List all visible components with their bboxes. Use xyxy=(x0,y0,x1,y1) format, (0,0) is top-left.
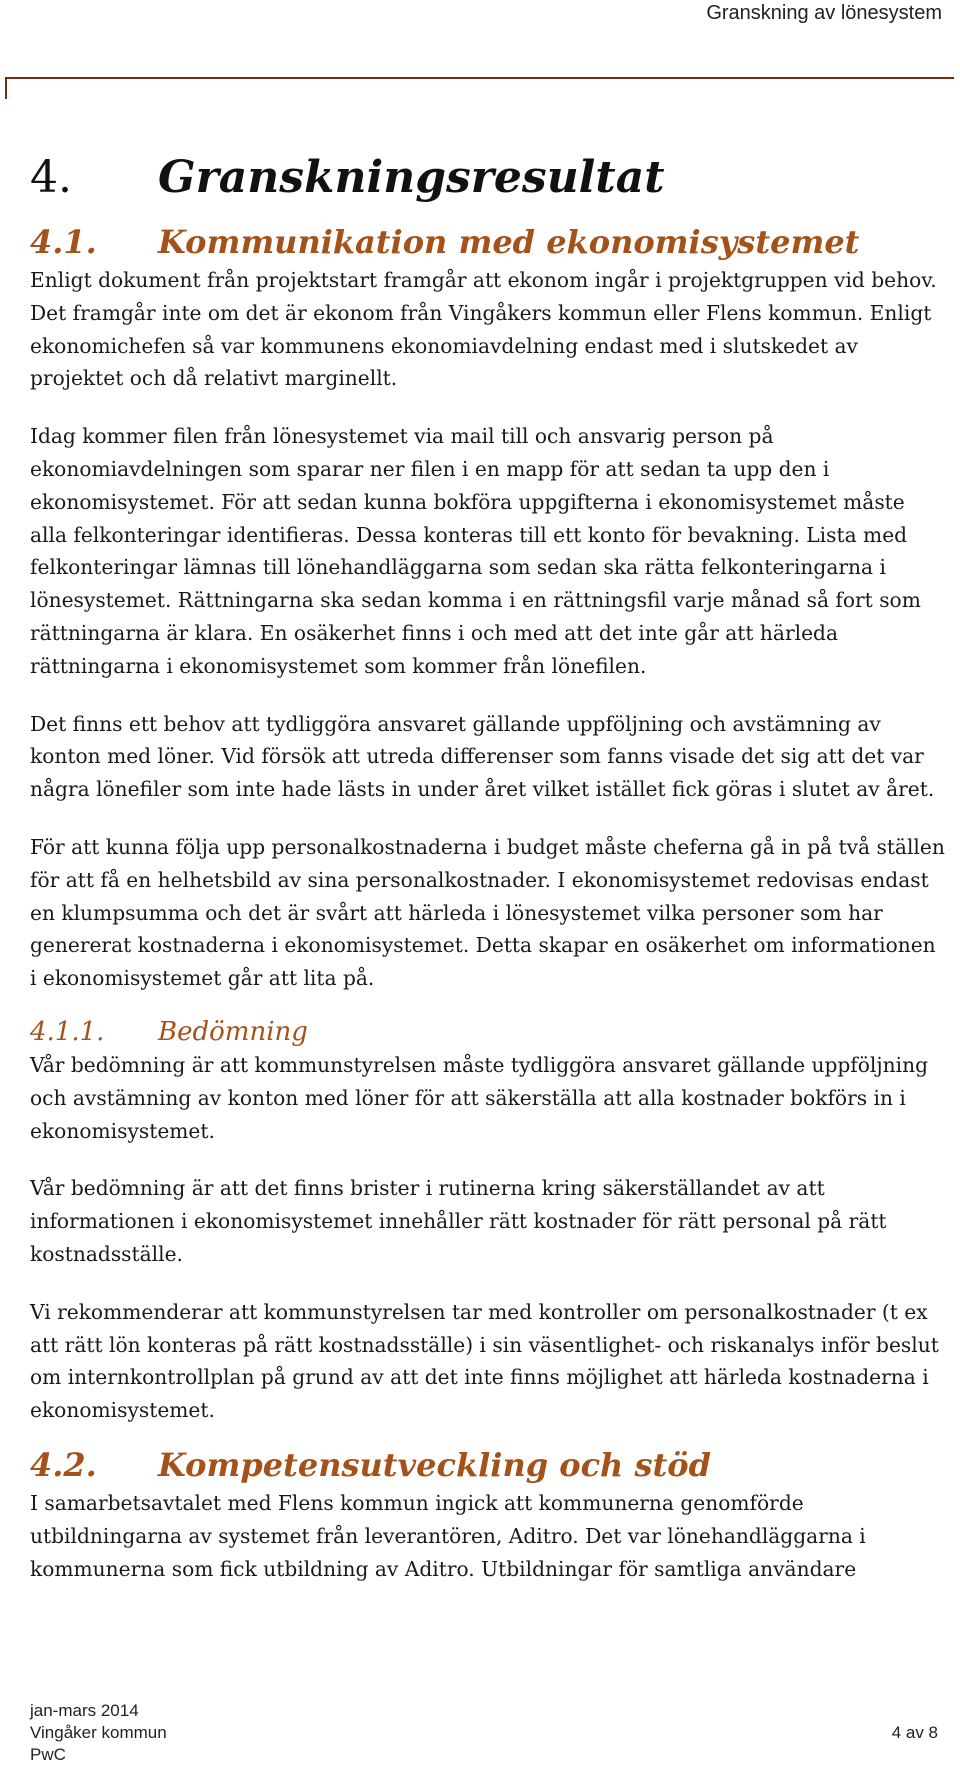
footer-date: jan-mars 2014 xyxy=(30,1701,139,1720)
paragraph: Enligt dokument från projektstart framgår att ekonom ingår i projektgruppen vid behov. Det framgår inte om det är ekonom från Vingåkers kommun eller Flens kommun. Enligt ekonomichefen så var kommunens ekonomiavdelning endast med i slutskedet av projektet och då relativt marginellt. xyxy=(30,268,937,391)
paragraph: Vi rekommenderar att kommunstyrelsen tar med kontroller om personalkostnader (t ex att rätt lön konteras på rätt kostnadsställe) i sin väsentlighet- och riskanalys inför beslut om internkontrollplan på grund av att det inte finns möjlighet att härleda kostnaderna i ekonomisystemet. xyxy=(30,1299,939,1423)
subsection-title: Kompetensutveckling och stöd xyxy=(158,1445,711,1484)
subsubsection-heading-4-1-1 xyxy=(30,1015,945,1049)
document-body xyxy=(30,148,945,1585)
paragraph: För att kunna följa upp personalkostnaderna i budget måste cheferna gå in på två ställen för att få en helhetsbild av sina personalkostnader. I ekonomisystemet redovisas endast en klumpsumma och det är svårt att härleda i lönesystemet vilka personer som har genererat kostnaderna i ekonomisystemet. Detta skapar en osäkerhet om informationen i ekonomisystemet går att lita på. xyxy=(30,834,945,991)
paragraph: Det finns ett behov att tydliggöra ansvaret gällande uppföljning och avstämning av konton med löner. Vid försök att utreda differenser som fanns visade det sig att det var några lönefiler som inte hade lästs in under året vilket istället fick göras i slutet av året. xyxy=(30,711,935,802)
footer-firm: PwC xyxy=(30,1745,66,1764)
header-rule xyxy=(5,77,954,79)
section-heading xyxy=(30,148,945,208)
paragraph: Vår bedömning är att kommunstyrelsen måste tydliggöra ansvaret gällande uppföljning och avstämning av konton med löner för att säkerställa att alla kostnader bokförs in i ekonomisystemet. xyxy=(30,1052,929,1143)
header-rule-tick xyxy=(5,77,7,99)
subsection-number: 4.2. xyxy=(30,1445,97,1484)
subsection-heading-4-1 xyxy=(30,220,945,264)
subsection-number: 4.1. xyxy=(30,223,97,261)
paragraph: Vår bedömning är att det finns brister i rutinerna kring säkerställandet av att informationen i ekonomisystemet innehåller rätt kostnader för rätt personal på rätt kostnadsställe. xyxy=(30,1176,887,1266)
subsection-heading-4-2 xyxy=(30,1443,945,1487)
running-header-title: Granskning av lönesystem xyxy=(706,2,942,24)
footer-info xyxy=(30,1700,167,1766)
footer-organization: Vingåker kommun xyxy=(30,1723,167,1742)
subsubsection-title: Bedömning xyxy=(158,1016,308,1047)
section-title: Granskningsresultat xyxy=(158,152,665,203)
page-number: 4 av 8 xyxy=(891,1723,938,1742)
subsection-title: Kommunikation med ekonomisystemet xyxy=(158,223,860,261)
paragraph: Idag kommer filen från lönesystemet via mail till och ansvarig person på ekonomiavdelningen som sparar ner filen i en mapp för att sedan ta upp den i ekonomisystemet. För att sedan kunna bokföra uppgifterna i ekonomisystemet måste alla felkonteringar identifieras. Dessa konteras till ett konto för bevakning. Lista med felkonteringar lämnas till lönehandläggarna som sedan ska rätta felkonteringarna i lönesystemet. Rättningarna ska sedan komma i en rättningsfil varje månad så fort som rättningarna är klara. En osäkerhet finns i och med att det inte går att härleda rättningarna i ekonomisystemet som kommer från lönefilen. xyxy=(30,424,921,678)
section-number: 4. xyxy=(30,152,72,203)
paragraph: I samarbetsavtalet med Flens kommun ingick att kommunerna genomförde utbildningarna av systemet från leverantören, Aditro. Det var lönehandläggarna i kommunerna som fick utbildning av Aditro. Utbildningar för samtliga användare xyxy=(30,1490,866,1581)
subsubsection-number: 4.1.1. xyxy=(30,1016,105,1047)
